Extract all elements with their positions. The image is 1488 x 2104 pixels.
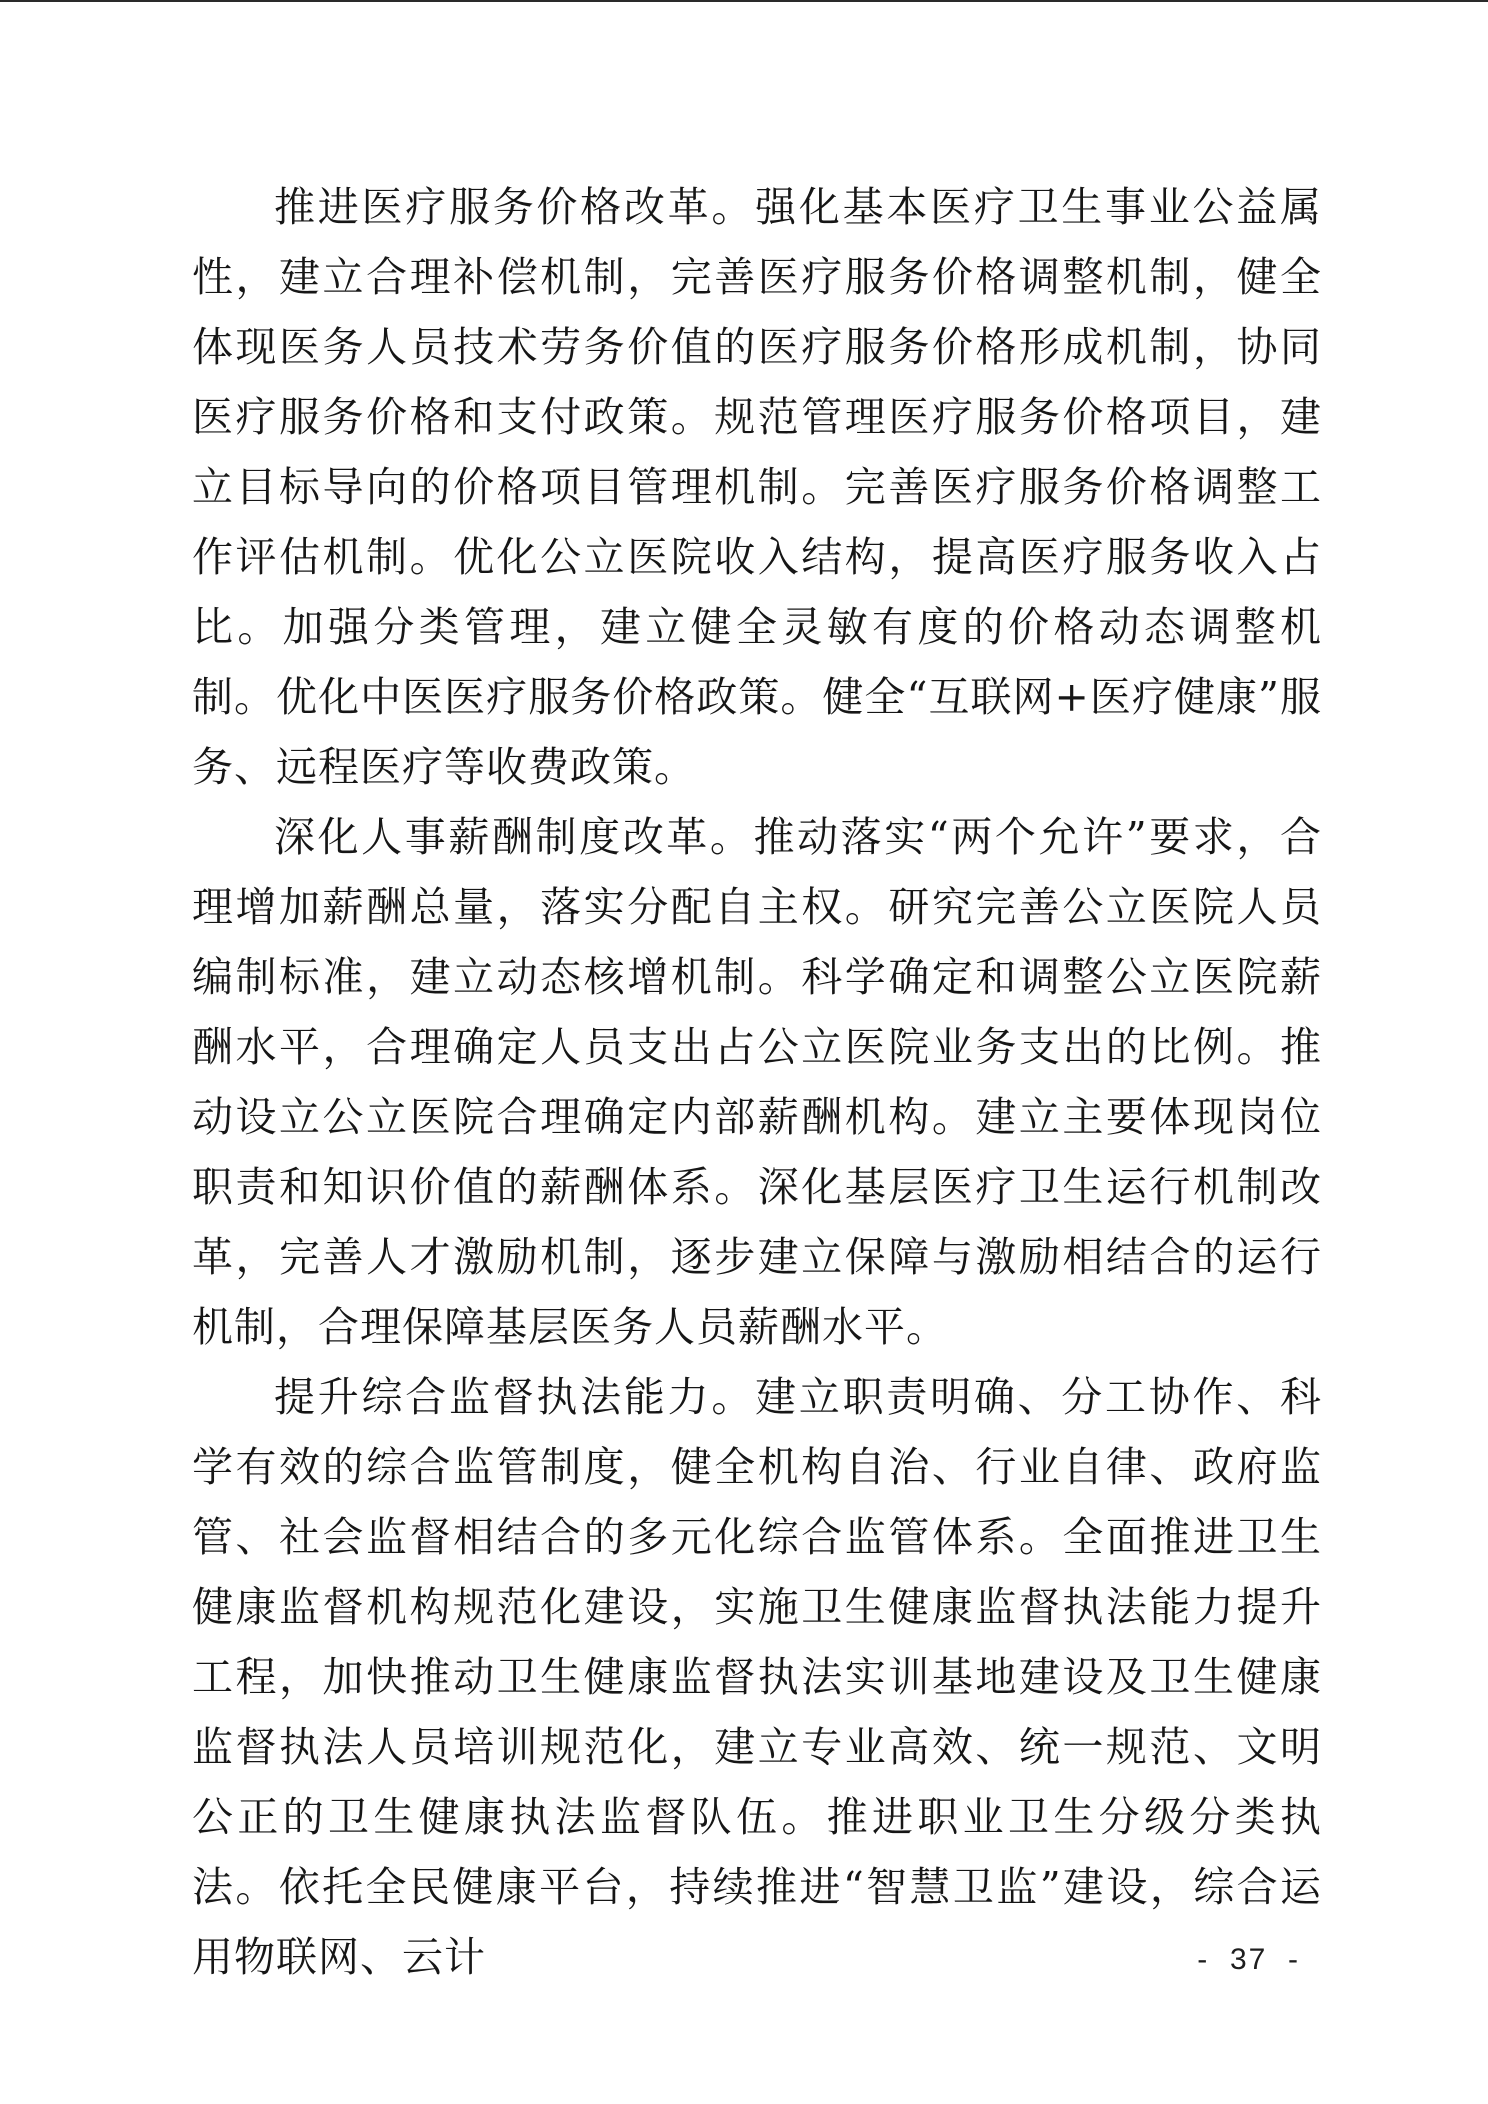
top-border-line (0, 0, 1488, 2)
paragraph-salary-reform: 深化人事薪酬制度改革。推动落实“两个允许”要求，合理增加薪酬总量，落实分配自主权。研究完善公立医院人员编制标准，建立动态核增机制。科学确定和调整公立医院薪酬水平，合理确定人员支出占公立医院业务支出的比例。推动设立公立医院合理确定内部薪酬机构。建立主要体现岗位职责和知识价值的薪酬体系。深化基层医疗卫生运行机制改革，完善人才激励机制，逐步建立保障与激励相结合的运行机制，合理保障基层医务人员薪酬水平。 (192, 813, 1322, 1351)
paragraph-supervision-enforcement: 提升综合监督执法能力。建立职责明确、分工协作、科学有效的综合监管制度，健全机构自治、行业自律、政府监管、社会监督相结合的多元化综合监管体系。全面推进卫生健康监督机构规范化建设，实施卫生健康监督执法能力提升工程，加快推动卫生健康监督执法实训基地建设及卫生健康监督执法人员培训规范化，建立专业高效、统一规范、文明公正的卫生健康执法监督队伍。推进职业卫生分级分类执法。依托全民健康平台，持续推进“智慧卫监”建设，综合运用物联网、云计 (192, 1373, 1322, 1981)
paragraph-price-reform: 推进医疗服务价格改革。强化基本医疗卫生事业公益属性，建立合理补偿机制，完善医疗服务价格调整机制，健全体现医务人员技术劳务价值的医疗服务价格形成机制，协同医疗服务价格和支付政策。规范管理医疗服务价格项目，建立目标导向的价格项目管理机制。完善医疗服务价格调整工作评估机制。优化公立医院收入结构，提高医疗服务收入占比。加强分类管理，建立健全灵敏有度的价格动态调整机制。优化中医医疗服务价格政策。健全“互联网+医疗健康”服务、远程医疗等收费政策。 (192, 183, 1322, 791)
body-text (192, 172, 1322, 1992)
page-number: - 37 - (1197, 1943, 1300, 1976)
